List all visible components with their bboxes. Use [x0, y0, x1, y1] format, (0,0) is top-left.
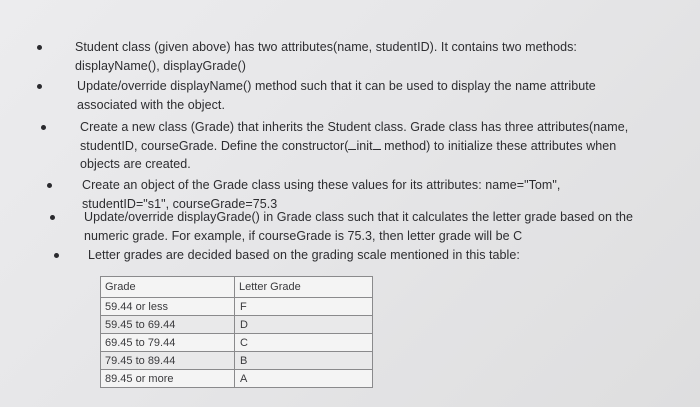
list-item-line: objects are created.	[80, 157, 191, 171]
list-item-line: displayName(), displayGrade()	[75, 58, 246, 73]
list-item-line: Create a new class (Grade) that inherits the Student class. Grade class has three attributes(name,	[80, 120, 629, 134]
constructor-text: studentID, courseGrade. Define the constructor(	[80, 138, 349, 153]
table-row	[101, 316, 373, 334]
table-row	[101, 334, 373, 352]
bullet-dot-icon	[47, 183, 52, 188]
list-item-line: Create an object of the Grade class using these values for its attributes: name="Tom",	[82, 178, 561, 192]
bullet-dot-icon	[37, 45, 42, 50]
table-cell-letter: F	[235, 298, 373, 316]
table-header-letter-grade: Letter Grade	[235, 277, 373, 298]
bullet-dot-icon	[41, 125, 46, 130]
table-cell-letter: D	[235, 316, 373, 334]
table-cell-grade: 69.45 to 79.44	[101, 334, 235, 352]
list-item-line	[80, 137, 628, 156]
constructor-text-end: method) to initialize these attributes when	[384, 138, 617, 153]
list-item-line: Student class (given above) has two attributes(name, studentID). It contains two methods:	[75, 40, 577, 54]
list-item	[56, 208, 633, 245]
table-cell-grade: 89.45 or more	[101, 370, 235, 388]
list-item-line: studentID="s1", courseGrade=75.3	[82, 196, 278, 211]
list-item-line: Update/override displayName() method such that it can be used to display the name attribute	[77, 79, 596, 93]
list-item-line: numeric grade. For example, if courseGrade is 75.3, then letter grade will be C	[84, 228, 523, 243]
table-cell-letter: C	[235, 334, 373, 352]
table-cell-grade: 59.45 to 69.44	[101, 316, 235, 334]
table-row	[101, 352, 373, 370]
table-row	[101, 298, 373, 316]
table-cell-grade: 79.45 to 89.44	[101, 352, 235, 370]
list-item-line: Letter grades are decided based on the grading scale mentioned in this table:	[88, 248, 520, 262]
list-item	[60, 246, 520, 265]
bullet-dot-icon	[50, 215, 55, 220]
table-header-row	[101, 277, 373, 298]
table-header-grade: Grade	[101, 277, 235, 298]
init-keyword: init	[356, 138, 373, 153]
table-cell-letter: A	[235, 370, 373, 388]
table-row	[101, 370, 373, 388]
list-item	[43, 38, 577, 75]
grading-scale-table	[100, 276, 373, 388]
list-item	[43, 77, 596, 114]
list-item	[47, 118, 628, 174]
table-cell-grade: 59.44 or less	[101, 298, 235, 316]
list-item-line: associated with the object.	[77, 97, 225, 112]
bullet-dot-icon	[54, 253, 59, 258]
table-cell-letter: B	[235, 352, 373, 370]
bullet-dot-icon	[37, 84, 42, 89]
list-item-line: Update/override displayGrade() in Grade class such that it calculates the letter grade based on the	[84, 210, 633, 224]
